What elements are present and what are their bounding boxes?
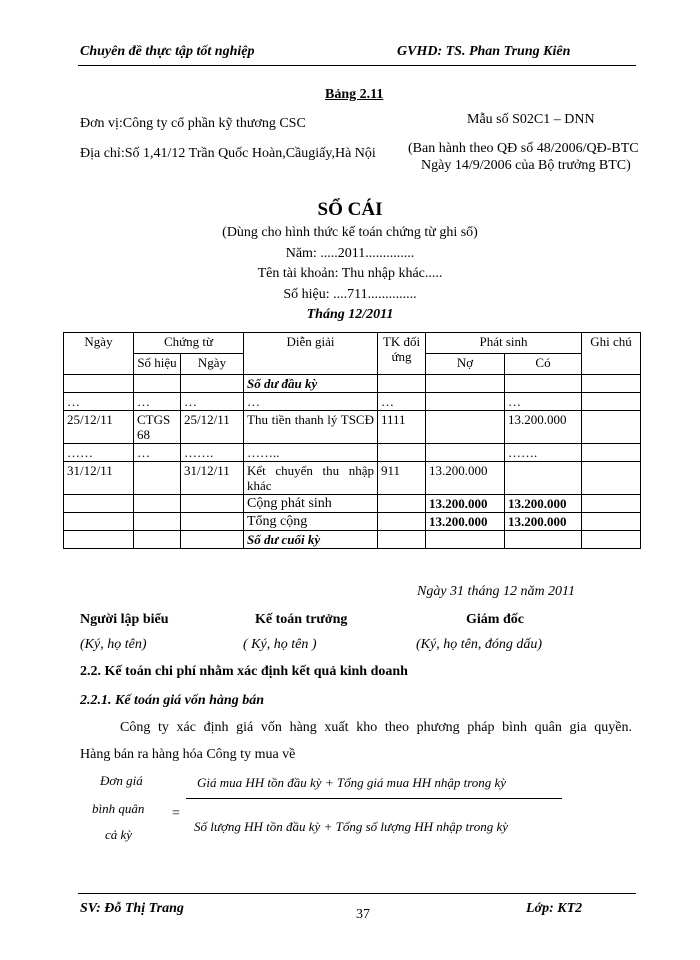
opening-balance-label: Số dư đầu kỳ [244,375,378,393]
table-row-closing [64,531,641,549]
signature-role-preparer: Người lập biểu [80,612,169,627]
col-description-header: Diễn giải [244,333,378,375]
row-description: … [244,393,378,411]
row-description: Kết chuyển thu nhập khác [244,462,378,495]
table-row [64,462,641,495]
row-voucher-date: ……. [181,444,244,462]
subsection-heading: 2.2.1. Kế toán giá vốn hàng bán [80,693,264,708]
table-row-total-arising [64,495,641,513]
row-debit [426,393,505,411]
signature-note-director: (Ký, họ tên, đóng dấu) [416,637,542,652]
formula-lhs-line2: bình quân [92,801,145,816]
table-title: Bảng 2.11 [325,87,384,102]
col-note-header: Ghi chú [582,333,641,375]
row-voucher-date: … [181,393,244,411]
row-description: Thu tiền thanh lý TSCĐ [244,411,378,444]
row-tk: 1111 [378,411,426,444]
company-unit: Đơn vị:Công ty cổ phần kỹ thương CSC [80,116,306,131]
paragraph-line1: Công ty xác định giá vốn hàng xuất kho theo phương pháp bình quân gia quyền. [120,720,632,735]
row-voucher-no: CTGS 68 [134,411,181,444]
paragraph-line2: Hàng bán ra hàng hóa Công ty mua về [80,747,296,762]
col-date-header: Ngày [64,333,134,375]
form-code: Mẫu số S02C1 – DNN [467,112,595,127]
signature-note-preparer: (Ký, họ tên) [80,637,147,652]
grand-total-label: Tổng cộng [244,513,378,531]
row-voucher-no [134,462,181,495]
row-voucher-no: … [134,393,181,411]
row-debit: 13.200.000 [426,462,505,495]
form-issued-line1: (Ban hành theo QĐ số 48/2006/QĐ-BTC [408,141,639,156]
row-debit [426,444,505,462]
signature-role-director: Giám đốc [466,612,524,627]
row-tk: … [378,393,426,411]
account-name-line: Tên tài khoản: Thu nhập khác..... [257,266,443,281]
row-tk [378,444,426,462]
col-credit-header: Có [505,354,582,375]
company-address: Địa chỉ:Số 1,41/12 Trần Quốc Hoàn,Cầugiấy,Hà Nội [80,146,376,161]
ledger-table [63,332,641,549]
row-debit [426,411,505,444]
row-credit: … [505,393,582,411]
month-line: Tháng 12/2011 [306,307,394,322]
col-voucher-no-header: Số hiệu [134,354,181,375]
section-heading: 2.2. Kế toán chi phí nhằm xác định kết quả kinh doanh [80,664,408,679]
header-divider [78,65,636,66]
row-tk: 911 [378,462,426,495]
header-left: Chuyên đề thực tập tốt nghiệp [80,44,255,59]
ledger-subtitle: (Dùng cho hình thức kế toán chứng từ ghi sổ) [222,225,478,240]
col-tk-header: TK đối ứng [378,333,426,375]
footer-class: Lớp: KT2 [526,901,583,916]
row-date: 25/12/11 [64,411,134,444]
col-voucher-header: Chứng từ [134,333,244,354]
total-arising-credit: 13.200.000 [505,495,582,513]
formula-equals: = [172,806,180,821]
formula-fraction-bar [186,798,562,799]
col-amount-header: Phát sinh [426,333,582,354]
footer-divider [78,893,636,894]
formula-denominator: Số lượng HH tồn đầu kỳ + Tổng số lượng HH nhập trong kỳ [194,819,509,834]
closing-balance-label: Số dư cuối kỳ [244,531,378,549]
table-row [64,393,641,411]
col-voucher-date-header: Ngày [181,354,244,375]
row-credit: 13.200.000 [505,411,582,444]
row-date: … [64,393,134,411]
formula-numerator: Giá mua HH tồn đầu kỳ + Tổng giá mua HH nhập trong kỳ [197,775,507,790]
col-debit-header: Nợ [426,354,505,375]
row-date: …… [64,444,134,462]
grand-total-debit: 13.200.000 [426,513,505,531]
formula-lhs-line1: Đơn giá [100,773,143,788]
row-voucher-no: … [134,444,181,462]
table-row-opening [64,375,641,393]
signature-role-chief-accountant: Kế toán trưởng [255,612,348,627]
footer-page-number: 37 [356,907,370,922]
table-row [64,444,641,462]
formula-lhs-line3: cả kỳ [105,827,133,842]
footer-student: SV: Đỗ Thị Trang [80,901,184,916]
date-signed: Ngày 31 tháng 12 năm 2011 [417,584,576,599]
row-voucher-date: 25/12/11 [181,411,244,444]
year-line: Năm: .....2011.............. [285,246,415,261]
table-row-grand-total [64,513,641,531]
row-date: 31/12/11 [64,462,134,495]
form-issued-line2: Ngày 14/9/2006 của Bộ trưởng BTC) [421,158,631,173]
table-row [64,411,641,444]
row-description: …….. [244,444,378,462]
account-code-line: Số hiệu: ....711.............. [283,287,417,302]
row-credit [505,462,582,495]
total-arising-label: Cộng phát sinh [244,495,378,513]
header-right: GVHD: TS. Phan Trung Kiên [397,44,571,59]
row-credit: ……. [505,444,582,462]
total-arising-debit: 13.200.000 [426,495,505,513]
row-voucher-date: 31/12/11 [181,462,244,495]
signature-note-chief-accountant: ( Ký, họ tên ) [243,637,317,652]
ledger-title: SỔ CÁI [317,199,383,220]
grand-total-credit: 13.200.000 [505,513,582,531]
